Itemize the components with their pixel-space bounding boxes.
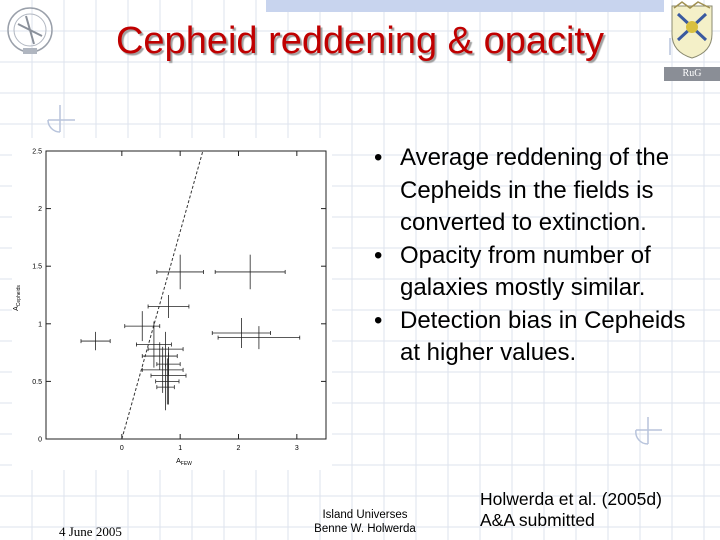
footer-reference-citation: Holwerda et al. (2005d) (480, 489, 662, 509)
x-tick-label: 0 (119, 445, 124, 452)
y-tick-label: 1 (38, 321, 42, 329)
y-axis-label: $A_{Cepheids}$ (13, 285, 22, 311)
bullet-item: • Detection bias in Cepheids at higher values. (368, 305, 698, 370)
y-tick-label: 2.5 (32, 148, 42, 156)
plot-background (12, 138, 332, 470)
y-tick-label: 0.5 (32, 378, 42, 386)
footer-reference (480, 489, 662, 531)
footer-event-title: Island Universes (322, 509, 408, 521)
bullet-item: • Average reddening of the Cepheids in the fields is converted to extinction. (368, 142, 698, 240)
extinction-scatter-plot (12, 138, 332, 470)
top-accent-bar (266, 0, 664, 12)
y-tick-label: 2 (38, 206, 42, 214)
crest-caption: RuG (664, 67, 720, 81)
bullet-item: • Opacity from number of galaxies mostly similar. (368, 240, 698, 305)
x-tick-label: 2 (236, 445, 241, 452)
x-tick-label: 1 (178, 445, 183, 452)
footer-event (290, 508, 440, 536)
y-tick-label: 0 (38, 436, 42, 444)
footer-event-author: Benne W. Holwerda (314, 523, 416, 535)
bullet-list (368, 142, 698, 370)
y-tick-label: 1.5 (32, 263, 42, 271)
x-tick-label: 3 (294, 445, 299, 452)
footer-date: 4 June 2005 (59, 524, 122, 539)
footer-reference-status: A&A submitted (480, 510, 595, 530)
slide-title: Cepheid reddening & opacity (115, 20, 604, 62)
x-axis-label: $A_{FEW}$ (176, 458, 192, 467)
